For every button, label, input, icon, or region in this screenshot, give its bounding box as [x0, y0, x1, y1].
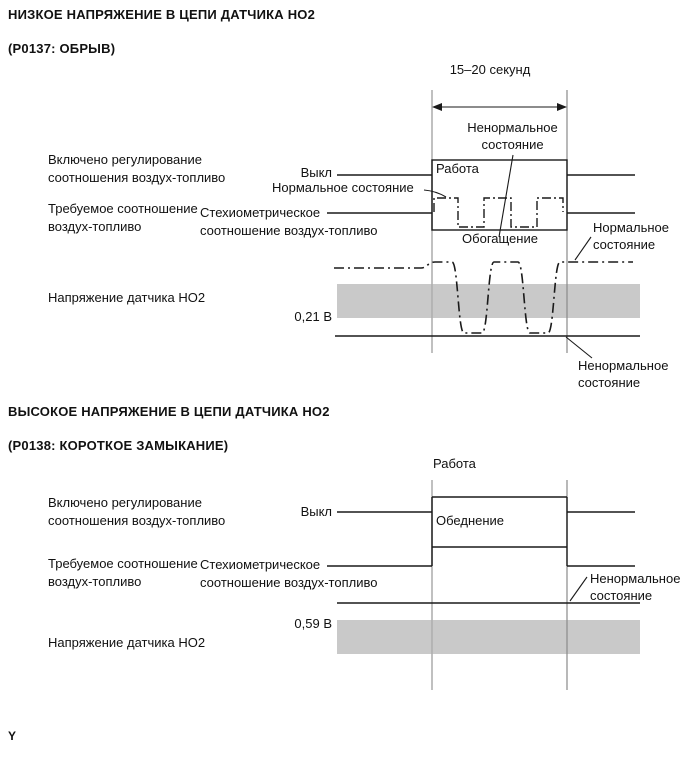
- abnormal-state-bottom-label-1: Ненормальное состояние: [578, 358, 669, 390]
- page-corner-mark: Y: [8, 729, 17, 743]
- enrichment-label: Обогащение: [462, 231, 538, 246]
- arrow-left-icon: [432, 103, 442, 111]
- stoichiometric-label-2: Стехиометрическое соотношение воздух-топливо: [200, 557, 378, 590]
- normal-mid-leader: [424, 190, 446, 197]
- voltage-threshold-label-1: 0,21 В: [294, 309, 332, 324]
- off-level-label-2: Выкл: [300, 504, 332, 519]
- wf-pulse-box-2: [432, 497, 567, 566]
- abnormal-bottom-leader-1: [566, 337, 592, 358]
- lean-label: Обеднение: [436, 513, 505, 528]
- required-ratio-label-2: Требуемое соотношение воздух-топливо: [48, 556, 198, 589]
- arrow-right-icon: [557, 103, 567, 111]
- section2-title: ВЫСОКОЕ НАПРЯЖЕНИЕ В ЦЕПИ ДАТЧИКА HO2: [8, 404, 330, 419]
- normal-right-leader-1: [575, 237, 591, 260]
- required-ratio-label-1: Требуемое соотношение воздух-топливо: [48, 201, 198, 234]
- ho2-voltage-label-2: Напряжение датчика HO2: [48, 635, 206, 650]
- fuel-trim-enabled-label-1: Включено регулирование соотношения воздух-топливо: [48, 152, 226, 185]
- section1-dtc-code: (P0137: ОБРЫВ): [8, 41, 116, 56]
- abnormal-state-right-label-2: Ненормальное состояние: [590, 571, 681, 603]
- wf2-dash-square-wave: [434, 198, 563, 227]
- normal-state-mid-label: Нормальное состояние: [272, 180, 414, 195]
- fuel-trim-enabled-label-2: Включено регулирование соотношения воздух-топливо: [48, 495, 226, 528]
- voltage-band-2: [337, 620, 640, 654]
- section1-title: НИЗКОЕ НАПРЯЖЕНИЕ В ЦЕПИ ДАТЧИКА HO2: [8, 7, 316, 22]
- abnormal-right-leader-2: [570, 577, 587, 601]
- stoichiometric-label-1: Стехиометрическое соотношение воздух-топливо: [200, 205, 378, 238]
- ho2-voltage-label-1: Напряжение датчика HO2: [48, 290, 206, 305]
- abnormal-state-top-label: Ненормальное состояние: [467, 120, 558, 152]
- work-state-label-1: Работа: [436, 161, 479, 176]
- off-level-label-1: Выкл: [300, 165, 332, 180]
- normal-state-right-label-1: Нормальное состояние: [593, 220, 670, 252]
- duration-label: 15–20 секунд: [449, 62, 531, 77]
- work-state-label-2: Работа: [433, 456, 476, 471]
- voltage-threshold-label-2: 0,59 В: [294, 616, 332, 631]
- section2-dtc-code: (P0138: КОРОТКОЕ ЗАМЫКАНИЕ): [8, 438, 229, 453]
